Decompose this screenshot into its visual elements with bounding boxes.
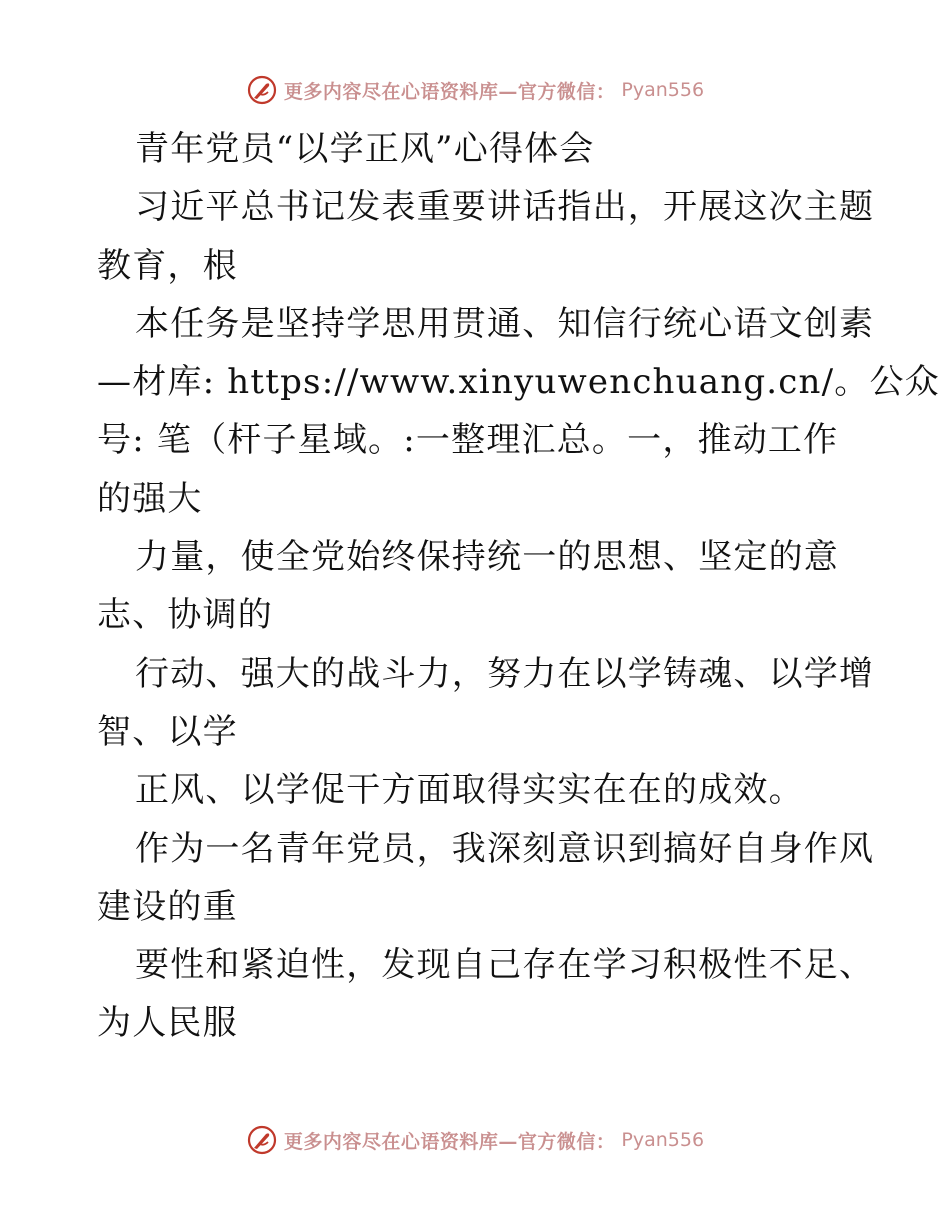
quill-logo-icon bbox=[246, 74, 278, 106]
document-title: 青年党员“以学正风”心得体会 bbox=[135, 129, 595, 169]
header-watermark bbox=[0, 72, 950, 108]
text-line: 号: 笔（杆子星域。:一整理汇总。一，推动工作 bbox=[97, 420, 839, 461]
document-body bbox=[97, 120, 940, 1053]
watermark-label: 更多内容尽在心语资料库—官方微信： bbox=[283, 80, 616, 103]
watermark-label: 更多内容尽在心语资料库—官方微信： bbox=[283, 1130, 616, 1153]
watermark-wechat-id: Pyan556 bbox=[621, 1129, 705, 1151]
text-line: 作为一名青年党员，我深刻意识到搞好自身作风 bbox=[135, 828, 875, 869]
text-line: 本任务是坚持学思用贯通、知信行统心语文创素 bbox=[135, 303, 875, 344]
quill-logo-icon bbox=[246, 1124, 278, 1156]
text-line: 的强大 bbox=[97, 478, 203, 519]
text-line: 正风、以学促干方面取得实实在在的成效。 bbox=[135, 770, 804, 811]
text-line: 建设的重 bbox=[97, 886, 238, 927]
text-line: —材库: https://www.xinyuwenchuang.cn/。公众 bbox=[97, 362, 940, 403]
text-line: 力量，使全党始终保持统一的思想、坚定的意 bbox=[135, 537, 839, 578]
text-line: 教育，根 bbox=[97, 245, 238, 286]
text-line: 智、以学 bbox=[97, 711, 238, 752]
watermark-wechat-id: Pyan556 bbox=[621, 79, 705, 101]
text-line: 行动、强大的战斗力，努力在以学铸魂、以学增 bbox=[135, 653, 875, 694]
text-line: 习近平总书记发表重要讲话指出，开展这次主题 bbox=[135, 187, 875, 228]
text-line: 要性和紧迫性，发现自己存在学习积极性不足、 bbox=[135, 945, 875, 986]
text-line: 志、协调的 bbox=[97, 595, 273, 636]
footer-watermark bbox=[0, 1122, 950, 1158]
text-line: 为人民服 bbox=[97, 1003, 238, 1044]
